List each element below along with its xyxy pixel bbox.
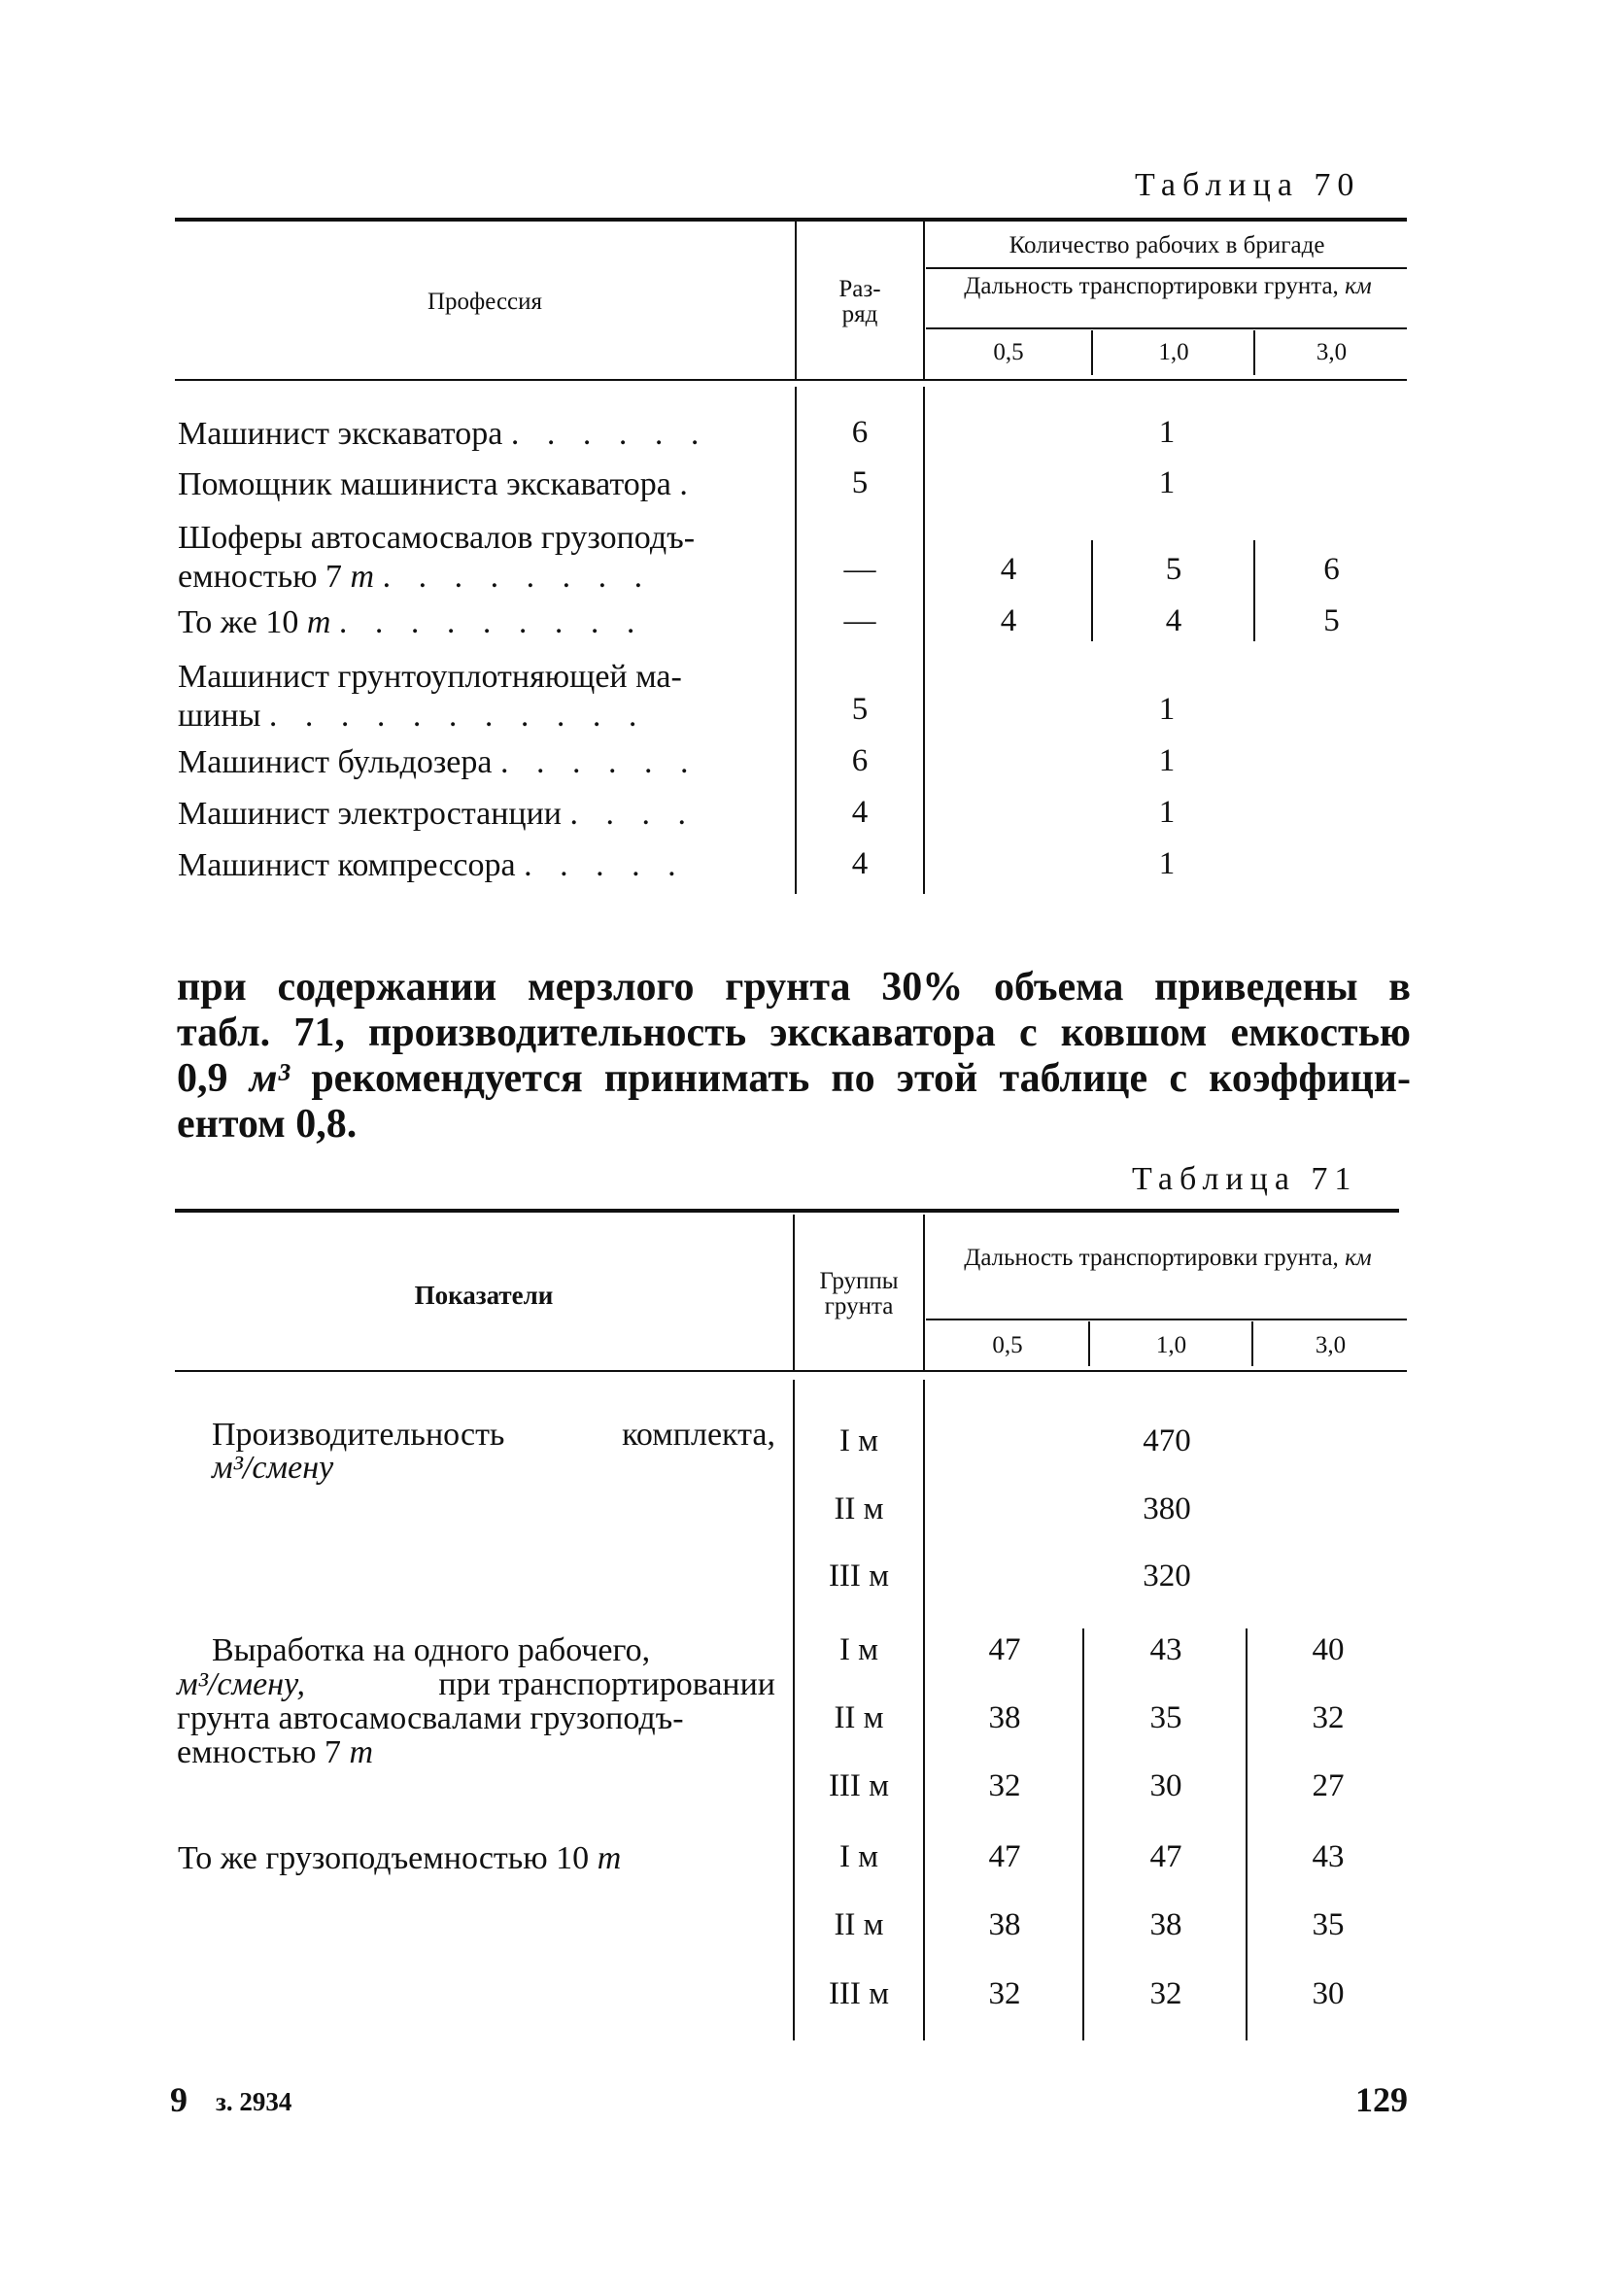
table71-value-cell: 47: [988, 1839, 1021, 1874]
table70-divider-rank: [795, 222, 797, 379]
table71-group-cell: I м: [838, 1839, 879, 1874]
table70-value-cell: 1: [1158, 795, 1176, 830]
table70-header-rule: [175, 379, 1407, 381]
table70-value-cell: 5: [1323, 603, 1340, 638]
table71-value-cell: 380: [1143, 1491, 1191, 1526]
table71-label-productivity: Производительность комплекта, м³/смену: [212, 1417, 775, 1486]
table71-value-cell: 470: [1143, 1423, 1191, 1458]
table71-header-distance: Дальность транспортировки грунта, км: [964, 1245, 1372, 1271]
table-row: То же 10 т . . . . . . . . .: [178, 604, 645, 640]
table70-subheader-rule-1: [926, 267, 1407, 269]
table71-top-rule: [175, 1209, 1399, 1213]
table71-label-output: Выработка на одного рабочего, м³/смену, при транспортировании грунта автосамосвалами грузоподъ- емностью 7 т: [177, 1632, 775, 1770]
table71-header-dist-0: 0,5: [992, 1332, 1023, 1358]
table70-header-profession: Профессия: [427, 289, 543, 315]
table71-value-cell: 320: [1143, 1559, 1191, 1593]
table70-body-divider-d1: [1091, 540, 1093, 641]
table71-value-cell: 27: [1312, 1768, 1345, 1803]
table70-value-cell: 4: [1165, 603, 1182, 638]
table71-value-cell: 30: [1149, 1768, 1182, 1803]
table70-value-cell: 1: [1158, 846, 1176, 881]
table71-value-cell: 40: [1312, 1632, 1345, 1667]
table71-group-cell: I м: [838, 1632, 879, 1667]
table70-rank-cell: 4: [851, 846, 869, 881]
table71-value-cell: 38: [988, 1907, 1021, 1942]
table70-rank-cell: 5: [851, 692, 869, 727]
table-row: Машинист компрессора . . . . .: [178, 847, 686, 883]
table71-value-cell: 43: [1149, 1632, 1182, 1667]
table71-value-cell: 47: [988, 1632, 1021, 1667]
table70-value-cell: 4: [1000, 603, 1017, 638]
table-row: Помощник машиниста экскаватора .: [178, 466, 698, 502]
table71-header-dist-2: 3,0: [1315, 1332, 1347, 1358]
table70-rank-cell: 6: [851, 415, 869, 450]
table70-rank-cell: —: [843, 603, 876, 638]
table70-value-cell: 6: [1323, 552, 1340, 587]
table71-caption: Таблица 71: [1132, 1161, 1358, 1197]
table71-divider-distance: [923, 1215, 925, 1370]
table71-divider-d1: [1088, 1321, 1090, 1366]
table70-rank-cell: —: [843, 552, 876, 587]
table71-value-cell: 43: [1312, 1839, 1345, 1874]
table71-group-cell: I м: [838, 1423, 879, 1458]
table70-caption: Таблица 70: [1135, 167, 1361, 203]
table70-value-cell: 1: [1158, 465, 1176, 500]
table70-body-divider-rank: [795, 387, 797, 894]
table70-header-rank: Раз- ряд: [838, 276, 881, 327]
table71-value-cell: 35: [1149, 1700, 1182, 1735]
table71-body-divider-d1: [1082, 1628, 1084, 2040]
table71-value-cell: 35: [1312, 1907, 1345, 1942]
table71-body-divider-d2: [1246, 1628, 1248, 2040]
table70-top-rule: [175, 218, 1407, 222]
table71-divider-groups: [793, 1215, 795, 1370]
table70-header-dist-1: 1,0: [1158, 339, 1189, 365]
table71-group-cell: III м: [828, 1976, 890, 2011]
table70-header-count: Количество рабочих в бригаде: [1009, 232, 1325, 258]
table70-value-cell: 4: [1000, 552, 1017, 587]
table71-subheader-rule: [926, 1319, 1407, 1320]
table71-label-same-10t: То же грузоподъемностью 10 т: [178, 1840, 622, 1876]
table71-group-cell: III м: [828, 1768, 890, 1803]
table71-value-cell: 32: [1149, 1976, 1182, 2011]
table71-group-cell: III м: [828, 1559, 890, 1593]
page-number: 129: [1355, 2080, 1408, 2119]
table71-group-cell: II м: [834, 1907, 884, 1942]
table71-header-indicators: Показатели: [414, 1281, 554, 1310]
table70-body-divider-count: [923, 387, 925, 894]
footer-sheet-number: 9: [170, 2080, 188, 2119]
table71-value-cell: 47: [1149, 1839, 1182, 1874]
table70-subheader-rule-2: [926, 327, 1407, 329]
table70-divider-d2: [1253, 330, 1255, 375]
table70-header-dist-0: 0,5: [993, 339, 1024, 365]
table70-rank-cell: 5: [851, 465, 869, 500]
table-row: Машинист экскаватора . . . . . .: [178, 416, 709, 452]
table71-value-cell: 32: [988, 1976, 1021, 2011]
table-row: Машинист бульдозера . . . . . .: [178, 744, 699, 780]
table71-group-cell: II м: [834, 1700, 884, 1735]
table-row: Машинист грунтоуплотняющей ма- шины . . . . . . . . . . .: [178, 659, 682, 734]
table71-value-cell: 30: [1312, 1976, 1345, 2011]
table70-body-divider-d2: [1253, 540, 1255, 641]
table71-body-divider-groups: [793, 1380, 795, 2040]
table70-header-dist-2: 3,0: [1316, 339, 1348, 365]
table71-divider-d2: [1251, 1321, 1253, 1366]
table70-value-cell: 1: [1158, 415, 1176, 450]
table-row: Шоферы автосамосвалов грузоподъ- емностью 7 т . . . . . . . .: [178, 520, 696, 595]
table70-header-distance: Дальность транспортировки грунта, км: [964, 273, 1372, 299]
body-paragraph: при содержании мерзлого грунта 30% объема приведены в табл. 71, производительность экскаватора с ковшом емкостью 0,9 м³ рекомендуется принимать по этой таблице с коэффици- ентом 0,8.: [177, 965, 1411, 1147]
table71-value-cell: 38: [988, 1700, 1021, 1735]
table71-value-cell: 32: [1312, 1700, 1345, 1735]
footer-order-number: з. 2934: [216, 2087, 292, 2116]
table70-divider-count: [923, 222, 925, 379]
table70-rank-cell: 4: [851, 795, 869, 830]
table70-value-cell: 1: [1158, 692, 1176, 727]
table71-body-divider-distance: [923, 1380, 925, 2040]
table70-value-cell: 5: [1165, 552, 1182, 587]
table71-header-dist-1: 1,0: [1155, 1332, 1187, 1358]
table71-header-groups: Группы грунта: [819, 1268, 899, 1319]
table70-value-cell: 1: [1158, 743, 1176, 778]
table71-header-rule: [175, 1370, 1407, 1372]
table-row: Машинист электростанции . . . .: [178, 796, 697, 832]
table71-value-cell: 32: [988, 1768, 1021, 1803]
table70-divider-d1: [1091, 330, 1093, 375]
table70-rank-cell: 6: [851, 743, 869, 778]
table71-group-cell: II м: [834, 1491, 884, 1526]
table71-value-cell: 38: [1149, 1907, 1182, 1942]
